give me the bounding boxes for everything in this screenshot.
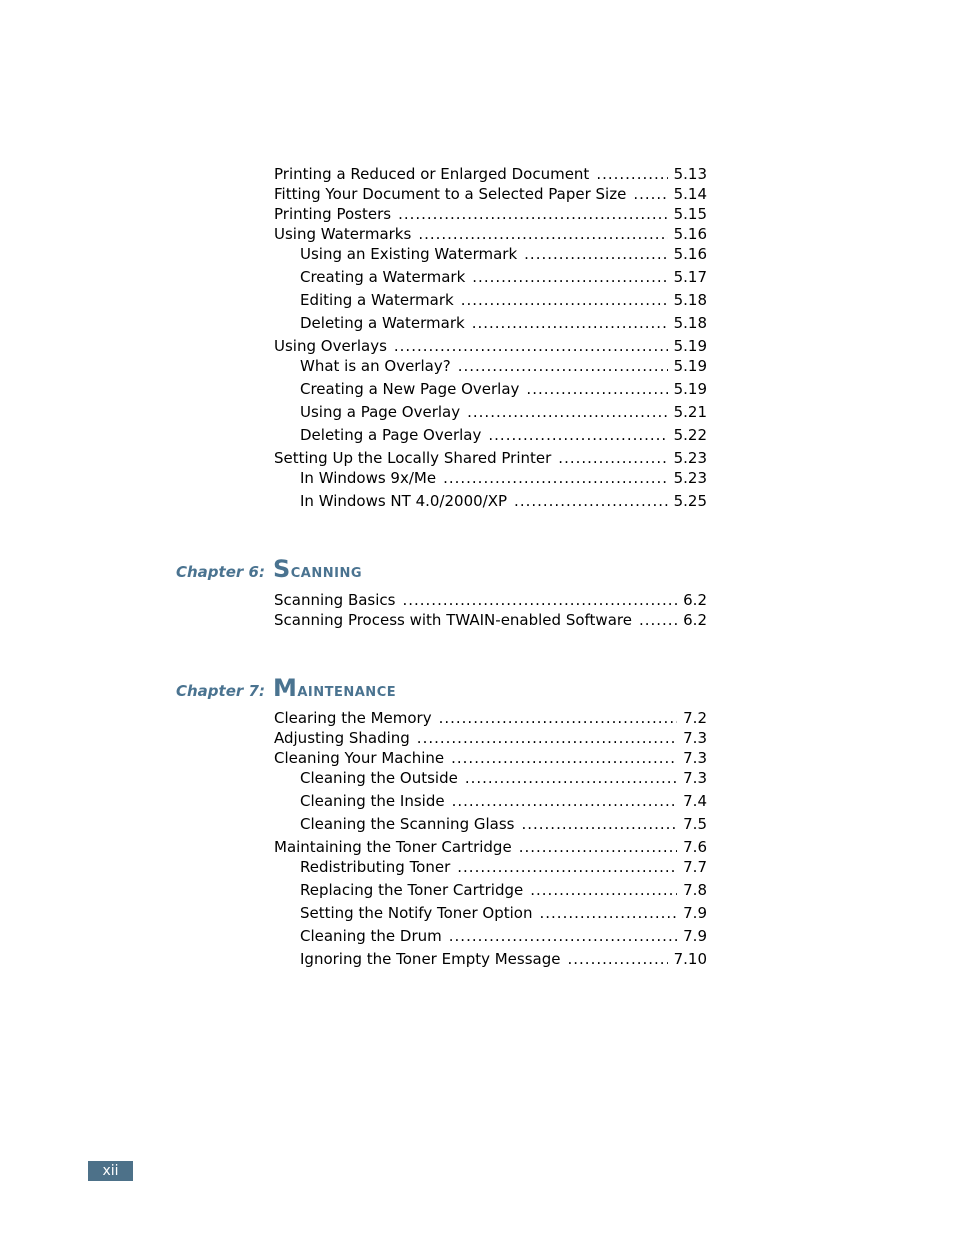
leader-dots	[398, 204, 668, 224]
toc-entry-page: 5.25	[673, 492, 707, 510]
leader-dots	[461, 290, 668, 310]
toc-entry-title: Adjusting Shading	[274, 729, 410, 747]
toc-entry-title: What is an Overlay?	[300, 357, 451, 375]
toc-entry-page: 7.8	[683, 881, 707, 899]
toc-entry-title: Clearing the Memory	[274, 709, 432, 727]
toc-entry-page: 7.4	[683, 792, 707, 810]
toc-entry[interactable]	[274, 224, 707, 244]
leader-dots	[519, 837, 677, 857]
leader-dots	[402, 590, 677, 610]
leader-dots	[449, 926, 677, 946]
toc-entry-page: 5.15	[673, 205, 707, 223]
toc-subentry[interactable]	[274, 926, 707, 946]
toc-entry-title: Cleaning the Outside	[300, 769, 458, 787]
toc-entry[interactable]	[274, 728, 707, 748]
toc-section-chapter-7	[274, 708, 707, 969]
toc-entry-page: 5.14	[673, 185, 707, 203]
toc-entry-title: Printing a Reduced or Enlarged Document	[274, 165, 590, 183]
leader-dots	[467, 402, 667, 422]
toc-entry-page: 5.18	[673, 291, 707, 309]
toc-entry-title: In Windows NT 4.0/2000/XP	[300, 492, 508, 510]
toc-entry-page: 5.22	[673, 426, 707, 444]
toc-subentry[interactable]	[274, 313, 707, 333]
toc-entry-page: 5.19	[673, 380, 707, 398]
toc-subentry[interactable]	[274, 244, 707, 264]
leader-dots	[472, 267, 667, 287]
toc-entry-title: Using an Existing Watermark	[300, 245, 518, 263]
chapter-label: Chapter 7:	[176, 682, 265, 700]
toc-entry-page: 6.2	[683, 611, 707, 629]
chapter-title	[273, 555, 362, 583]
toc-entry-page: 5.17	[673, 268, 707, 286]
toc-entry-page: 7.6	[683, 838, 707, 856]
toc-entry-page: 5.21	[673, 403, 707, 421]
leader-dots	[639, 610, 677, 630]
toc-subentry[interactable]	[274, 491, 707, 511]
toc-entry-title: Printing Posters	[274, 205, 392, 223]
page-number-badge: xii	[88, 1161, 133, 1181]
chapter-title-rest: aintenance	[297, 680, 397, 701]
leader-dots	[488, 425, 667, 445]
toc-entry-title: Setting the Notify Toner Option	[300, 904, 533, 922]
toc-entry-title: Setting Up the Locally Shared Printer	[274, 449, 552, 467]
leader-dots	[417, 728, 677, 748]
toc-entry-page: 5.13	[673, 165, 707, 183]
chapter-label: Chapter 6:	[176, 563, 265, 581]
toc-entry[interactable]	[274, 448, 707, 468]
toc-entry-title: Creating a Watermark	[300, 268, 466, 286]
toc-entry[interactable]	[274, 590, 707, 610]
toc-entry-title: Deleting a Watermark	[300, 314, 465, 332]
leader-dots	[443, 468, 668, 488]
toc-entry-title: Scanning Basics	[274, 591, 396, 609]
leader-dots	[457, 857, 677, 877]
leader-dots	[521, 814, 677, 834]
toc-entry-title: Replacing the Toner Cartridge	[300, 881, 524, 899]
toc-entry-title: Using Watermarks	[274, 225, 412, 243]
toc-entry[interactable]	[274, 708, 707, 728]
leader-dots	[452, 791, 678, 811]
leader-dots	[568, 949, 668, 969]
leader-dots	[451, 748, 677, 768]
toc-entry-title: Using a Page Overlay	[300, 403, 461, 421]
toc-entry-title: Using Overlays	[274, 337, 387, 355]
leader-dots	[530, 880, 677, 900]
leader-dots	[439, 708, 678, 728]
chapter-6-heading[interactable]	[176, 555, 362, 583]
toc-subentry[interactable]	[274, 379, 707, 399]
leader-dots	[526, 379, 667, 399]
toc-entry-title: Cleaning the Scanning Glass	[300, 815, 515, 833]
toc-subentry[interactable]	[274, 290, 707, 310]
toc-subentry[interactable]	[274, 880, 707, 900]
toc-entry-page: 7.3	[683, 769, 707, 787]
toc-entry-title: Deleting a Page Overlay	[300, 426, 482, 444]
toc-entry-title: Scanning Process with TWAIN-enabled Software	[274, 611, 632, 629]
toc-subentry[interactable]	[274, 267, 707, 287]
toc-entry[interactable]	[274, 837, 707, 857]
toc-entry-title: Redistributing Toner	[300, 858, 451, 876]
toc-subentry[interactable]	[274, 468, 707, 488]
toc-subentry[interactable]	[274, 857, 707, 877]
toc-entry-title: In Windows 9x/Me	[300, 469, 437, 487]
leader-dots	[558, 448, 667, 468]
toc-entry-title: Creating a New Page Overlay	[300, 380, 520, 398]
toc-entry[interactable]	[274, 204, 707, 224]
toc-subentry[interactable]	[274, 814, 707, 834]
toc-entry-page: 7.7	[683, 858, 707, 876]
chapter-title-initial: S	[272, 555, 291, 583]
toc-subentry[interactable]	[274, 949, 707, 969]
toc-subentry[interactable]	[274, 768, 707, 788]
toc-section-top	[274, 164, 707, 511]
leader-dots	[596, 164, 667, 184]
toc-entry-page: 7.3	[683, 749, 707, 767]
chapter-title-rest: canning	[290, 561, 362, 582]
toc-subentry[interactable]	[274, 903, 707, 923]
toc-entry-page: 7.2	[683, 709, 707, 727]
chapter-title-initial: M	[272, 674, 298, 702]
toc-entry[interactable]	[274, 748, 707, 768]
toc-entry-page: 7.10	[673, 950, 707, 968]
toc-entry-page: 7.3	[683, 729, 707, 747]
leader-dots	[458, 356, 668, 376]
toc-entry-title: Editing a Watermark	[300, 291, 454, 309]
toc-entry-page: 7.9	[683, 927, 707, 945]
leader-dots	[514, 491, 668, 511]
toc-entry-page: 5.19	[673, 337, 707, 355]
toc-entry-title: Cleaning the Drum	[300, 927, 442, 945]
leader-dots	[540, 903, 678, 923]
leader-dots	[465, 768, 677, 788]
toc-section-chapter-6	[274, 590, 707, 630]
leader-dots	[394, 336, 668, 356]
chapter-title	[273, 674, 396, 702]
leader-dots	[472, 313, 668, 333]
toc-entry-page: 7.9	[683, 904, 707, 922]
toc-entry-page: 5.16	[673, 245, 707, 263]
toc-entry[interactable]	[274, 184, 707, 204]
toc-subentry[interactable]	[274, 425, 707, 445]
toc-entry[interactable]	[274, 336, 707, 356]
toc-entry-title: Cleaning the Inside	[300, 792, 445, 810]
toc-entry-title: Cleaning Your Machine	[274, 749, 445, 767]
toc-entry[interactable]	[274, 610, 707, 630]
leader-dots	[633, 184, 667, 204]
toc-entry-page: 6.2	[683, 591, 707, 609]
toc-entry-title: Maintaining the Toner Cartridge	[274, 838, 512, 856]
toc-entry-page: 5.23	[673, 449, 707, 467]
leader-dots	[524, 244, 667, 264]
toc-entry-page: 5.18	[673, 314, 707, 332]
toc-entry-page: 5.23	[673, 469, 707, 487]
toc-entry-page: 7.5	[683, 815, 707, 833]
toc-entry-page: 5.19	[673, 357, 707, 375]
chapter-7-heading[interactable]	[176, 674, 396, 702]
toc-entry-title: Fitting Your Document to a Selected Paper Size	[274, 185, 627, 203]
toc-subentry[interactable]	[274, 402, 707, 422]
toc-entry-page: 5.16	[673, 225, 707, 243]
toc-entry[interactable]	[274, 164, 707, 184]
toc-entry-title: Ignoring the Toner Empty Message	[300, 950, 561, 968]
toc-subentry[interactable]	[274, 791, 707, 811]
leader-dots	[418, 224, 667, 244]
toc-subentry[interactable]	[274, 356, 707, 376]
